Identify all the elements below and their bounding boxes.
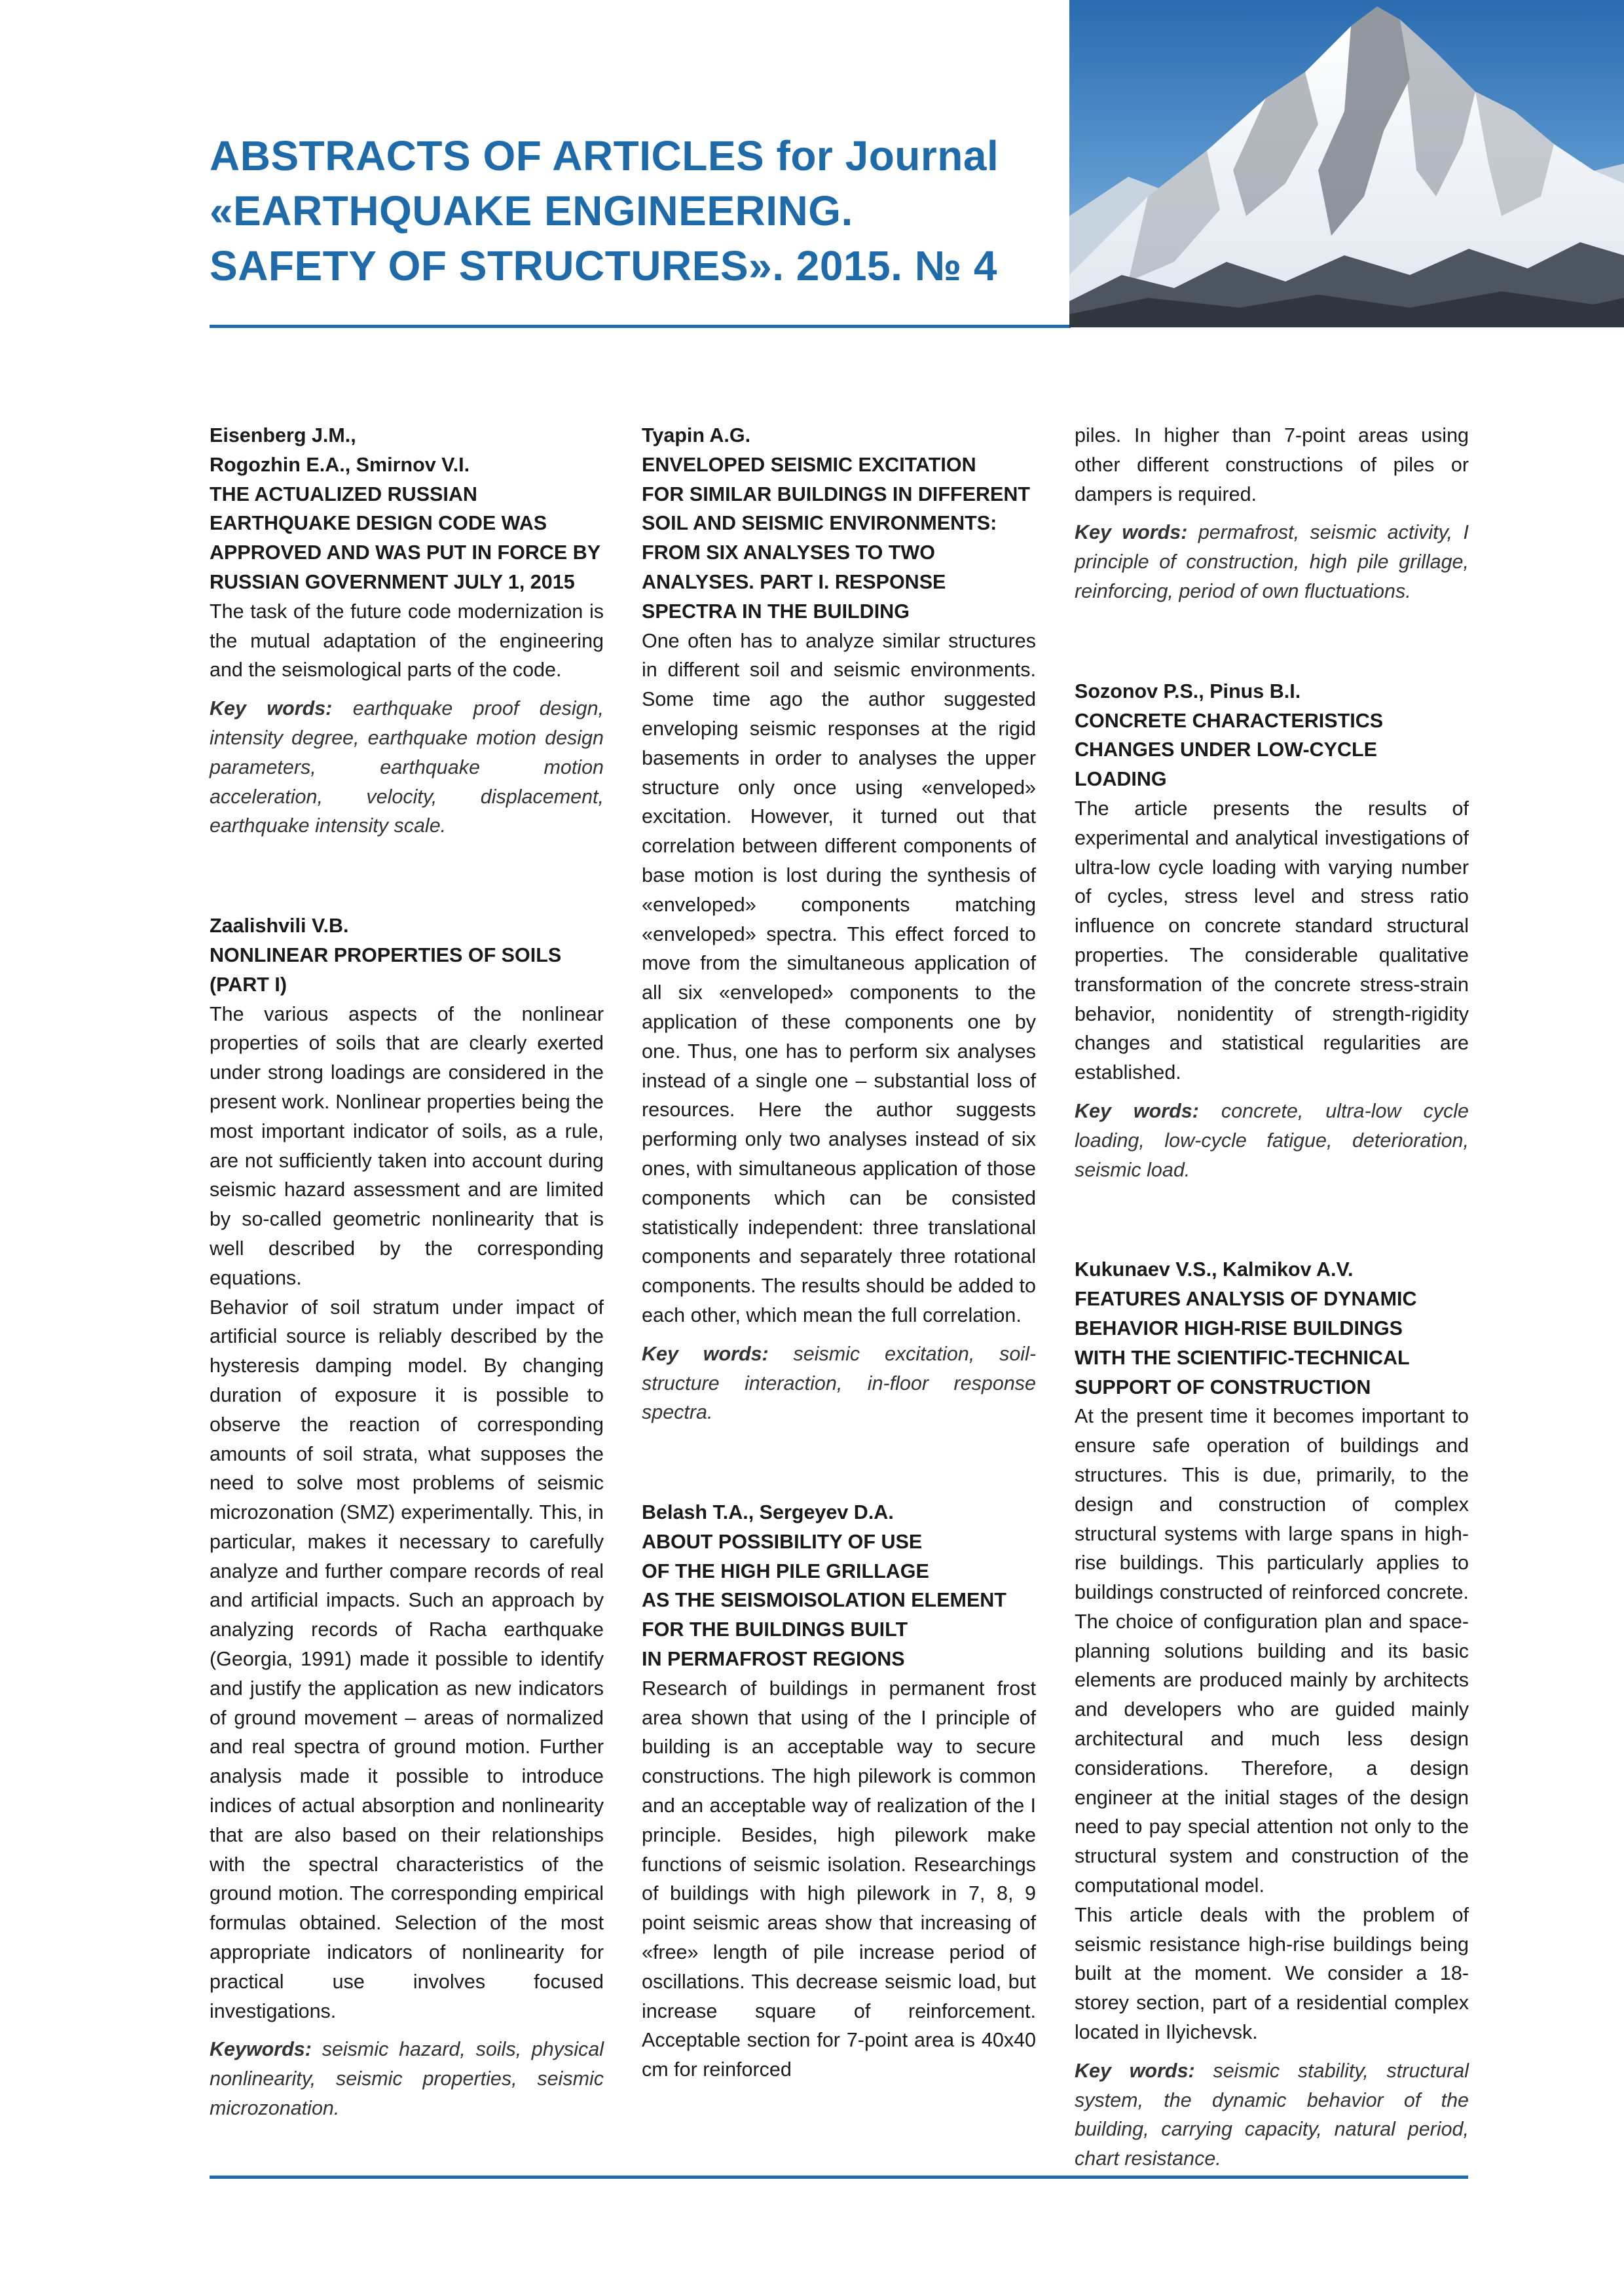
- keywords-label: Key words:: [1075, 1099, 1199, 1122]
- keywords-text: concrete, ultra-low cycle loading, low-cycle fatigue, deterioration, seismic load.: [1075, 1099, 1469, 1181]
- article-keywords: [1075, 2056, 1469, 2174]
- article-title: ABOUT POSSIBILITY OF USE OF THE HIGH PILE GRILLAGE AS THE SEISMOISOLATION ELEMENT FOR THE BUILDINGS BUILT IN PERMAFROST REGIONS: [642, 1530, 1006, 1671]
- column-3: [1075, 421, 1469, 2244]
- page-title: [210, 128, 1061, 293]
- keywords-text: earthquake proof design, intensity degree, earthquake motion design parameters, earthquake motion acceleration, velocity, displacement, earthquake intensity scale.: [210, 697, 604, 837]
- article-title: ENVELOPED SEISMIC EXCITATION FOR SIMILAR BUILDINGS IN DIFFERENT SOIL AND SEISMIC ENVIRONMENTS: FROM SIX ANALYSES TO TWO ANALYSES. PART I. RESPONSE SPECTRA IN THE BUILDING: [642, 453, 1031, 623]
- article-abstract: The task of the future code modernization is the mutual adaptation of the engineering and the seismological parts of the code.: [210, 600, 604, 682]
- article-zaalishvili: [210, 911, 604, 2123]
- column-2: [642, 421, 1036, 2155]
- article-belash-continued: [1075, 421, 1469, 606]
- column-1: [210, 421, 604, 2194]
- article-keywords: [210, 2035, 604, 2123]
- keywords-label: Key words:: [1075, 2059, 1195, 2082]
- article-kukunaev: [1075, 1255, 1469, 2174]
- article-tyapin: [642, 421, 1036, 1427]
- article-abstract: Research of buildings in permanent frost area shown that using of the I principle of building is an acceptable way to secure constructions. The high pilework is common and an acceptable way of realization of the I principle. Besides, high pilework make functions of seismic isolation. Researchings of buildings with high pilework in 7, 8, 9 point seismic areas show that increasing of «free» length of pile increase period of oscillations. This decrease seismic load, but increase square of reinforcement. Acceptable section for 7-point area is 40x40 cm for reinforced: [642, 1677, 1036, 2081]
- article-abstract-continuation: piles. In higher than 7-point areas using other different constructions of piles or dampers is required.: [1075, 424, 1469, 505]
- title-line: SAFETY OF STRUCTURES». 2015. № 4: [210, 242, 997, 289]
- keywords-text: seismic hazard, soils, physical nonlinearity, seismic properties, seismic microzonation.: [210, 2038, 604, 2120]
- article-title: FEATURES ANALYSIS OF DYNAMIC BEHAVIOR HIGH-RISE BUILDINGS WITH THE SCIENTIFIC-TECHNICAL SUPPORT OF CONSTRUCTION: [1075, 1288, 1417, 1398]
- keywords-text: seismic excitation, soil-structure interaction, in-floor response spectra.: [642, 1342, 1036, 1424]
- keywords-text: permafrost, seismic activity, I principle of construction, high pile grillage, reinforcing, period of own fluctuations.: [1075, 521, 1469, 602]
- article-abstract: At the present time it becomes important to ensure safe operation of buildings and structures. This is due, primarily, to the design and construction of complex structural systems with large spans in high-rise buildings. This particularly applies to buildings constructed of reinforced concrete. The choice of configuration plan and space-planning solutions building and its basic elements are produced mainly by architects and developers who are guided mainly architectural and much less design considerations. Therefore, a design engineer at the initial stages of the design need to pay special attention not only to the structural system and construction of the computational model. This article deals with the problem of seismic resistance high-rise buildings being built at the moment. We consider a 18-storey section, part of a residential complex located in Ilyichevsk.: [1075, 1405, 1469, 2044]
- article-keywords: [1075, 1097, 1469, 1184]
- article-title: NONLINEAR PROPERTIES OF SOILS (PART I): [210, 943, 562, 996]
- article-abstract: The article presents the results of experimental and analytical investigations of ultra-low cycle loading with varying number of cycles, stress level and stress ratio influence on concrete standard structural properties. The considerable qualitative transformation of the concrete stress-strain behavior, nonidentity of strength-rigidity changes and statistical regularities are established.: [1075, 797, 1469, 1084]
- article-keywords: [1075, 518, 1469, 606]
- article-authors: Sozonov P.S., Pinus B.I.: [1075, 680, 1301, 702]
- article-abstract: The various aspects of the nonlinear properties of soils that are clearly exerted under strong loadings are considered in the present work. Nonlinear properties being the most important indicator of soils, as a rule, are not sufficiently taken into account during seismic hazard assessment and are limited by so-called geometric nonlinearity that is well described by the corresponding equations. Behavior of soil stratum under impact of artificial source is reliably described by the hysteresis damping model. By changing duration of exposure it is possible to observe the reaction of corresponding amounts of soil strata, what supposes the need to solve most problems of seismic microzonation (SMZ) experimentally. This, in particular, makes it necessary to carefully analyze and further compare records of real and artificial impacts. Such an approach by analyzing records of Racha earthquake (Georgia, 1991) made it possible to identify and justify the application as new indicators of ground movement – areas of normalized and real spectra of ground motion. Further analysis made it possible to introduce indices of actual absorption and nonlinearity that are also based on their relationships with the spectral characteristics of the ground motion. The corresponding empirical formulas obtained. Selection of the most appropriate indicators of nonlinearity for practical use involves focused investigations.: [210, 1002, 604, 2022]
- article-authors: Zaalishvili V.B.: [210, 915, 349, 938]
- article-title: THE ACTUALIZED RUSSIAN EARTHQUAKE DESIGN CODE WAS APPROVED AND WAS PUT IN FORCE BY RUSSIAN GOVERNMENT JULY 1, 2015: [210, 483, 601, 593]
- keywords-label: Key words:: [210, 697, 333, 720]
- article-title: CONCRETE CHARACTERISTICS CHANGES UNDER LOW-CYCLE LOADING: [1075, 709, 1384, 791]
- article-keywords: [642, 1339, 1036, 1427]
- keywords-text: seismic stability, structural system, the dynamic behavior of the building, carrying capacity, natural period, chart resistance.: [1075, 2059, 1469, 2170]
- footer-rule: [210, 2176, 1468, 2179]
- title-rule: [210, 325, 1071, 328]
- mountain-photo: [1069, 0, 1624, 327]
- article-eisenberg: [210, 421, 604, 841]
- keywords-label: Keywords:: [210, 2038, 312, 2061]
- keywords-label: Key words:: [642, 1342, 769, 1365]
- article-abstract: One often has to analyze similar structures in different soil and seismic environments. Some time ago the author suggested enveloping seismic responses at the rigid basements in order to analyses the upper structure only once using «enveloped» excitation. However, it turned out that correlation between different components of base motion is lost during the synthesis of «enveloped» components matching «enveloped» spectra. This effect forced to move from the simultaneous application of all six «enveloped» components to the application of these components one by one. Thus, one has to perform six analyses instead of a single one – substantial loss of resources. Here the author suggests performing only two analyses instead of six ones, with simultaneous application of those components which can be consisted statistically independent: three translational components and separately three rotational components. The results should be added to each other, which mean the full correlation.: [642, 629, 1036, 1326]
- title-line: «EARTHQUAKE ENGINEERING.: [210, 187, 853, 234]
- article-authors: Belash T.A., Sergeyev D.A.: [642, 1501, 894, 1524]
- keywords-label: Key words:: [1075, 521, 1188, 544]
- article-belash: [642, 1498, 1036, 2085]
- title-line: ABSTRACTS OF ARTICLES for Journal: [210, 132, 999, 179]
- article-keywords: [210, 694, 604, 841]
- article-authors: Tyapin A.G.: [642, 424, 751, 446]
- article-sozonov: [1075, 677, 1469, 1185]
- article-authors: Eisenberg J.M., Rogozhin E.A., Smirnov V.I.: [210, 424, 470, 476]
- article-authors: Kukunaev V.S., Kalmikov A.V.: [1075, 1258, 1354, 1281]
